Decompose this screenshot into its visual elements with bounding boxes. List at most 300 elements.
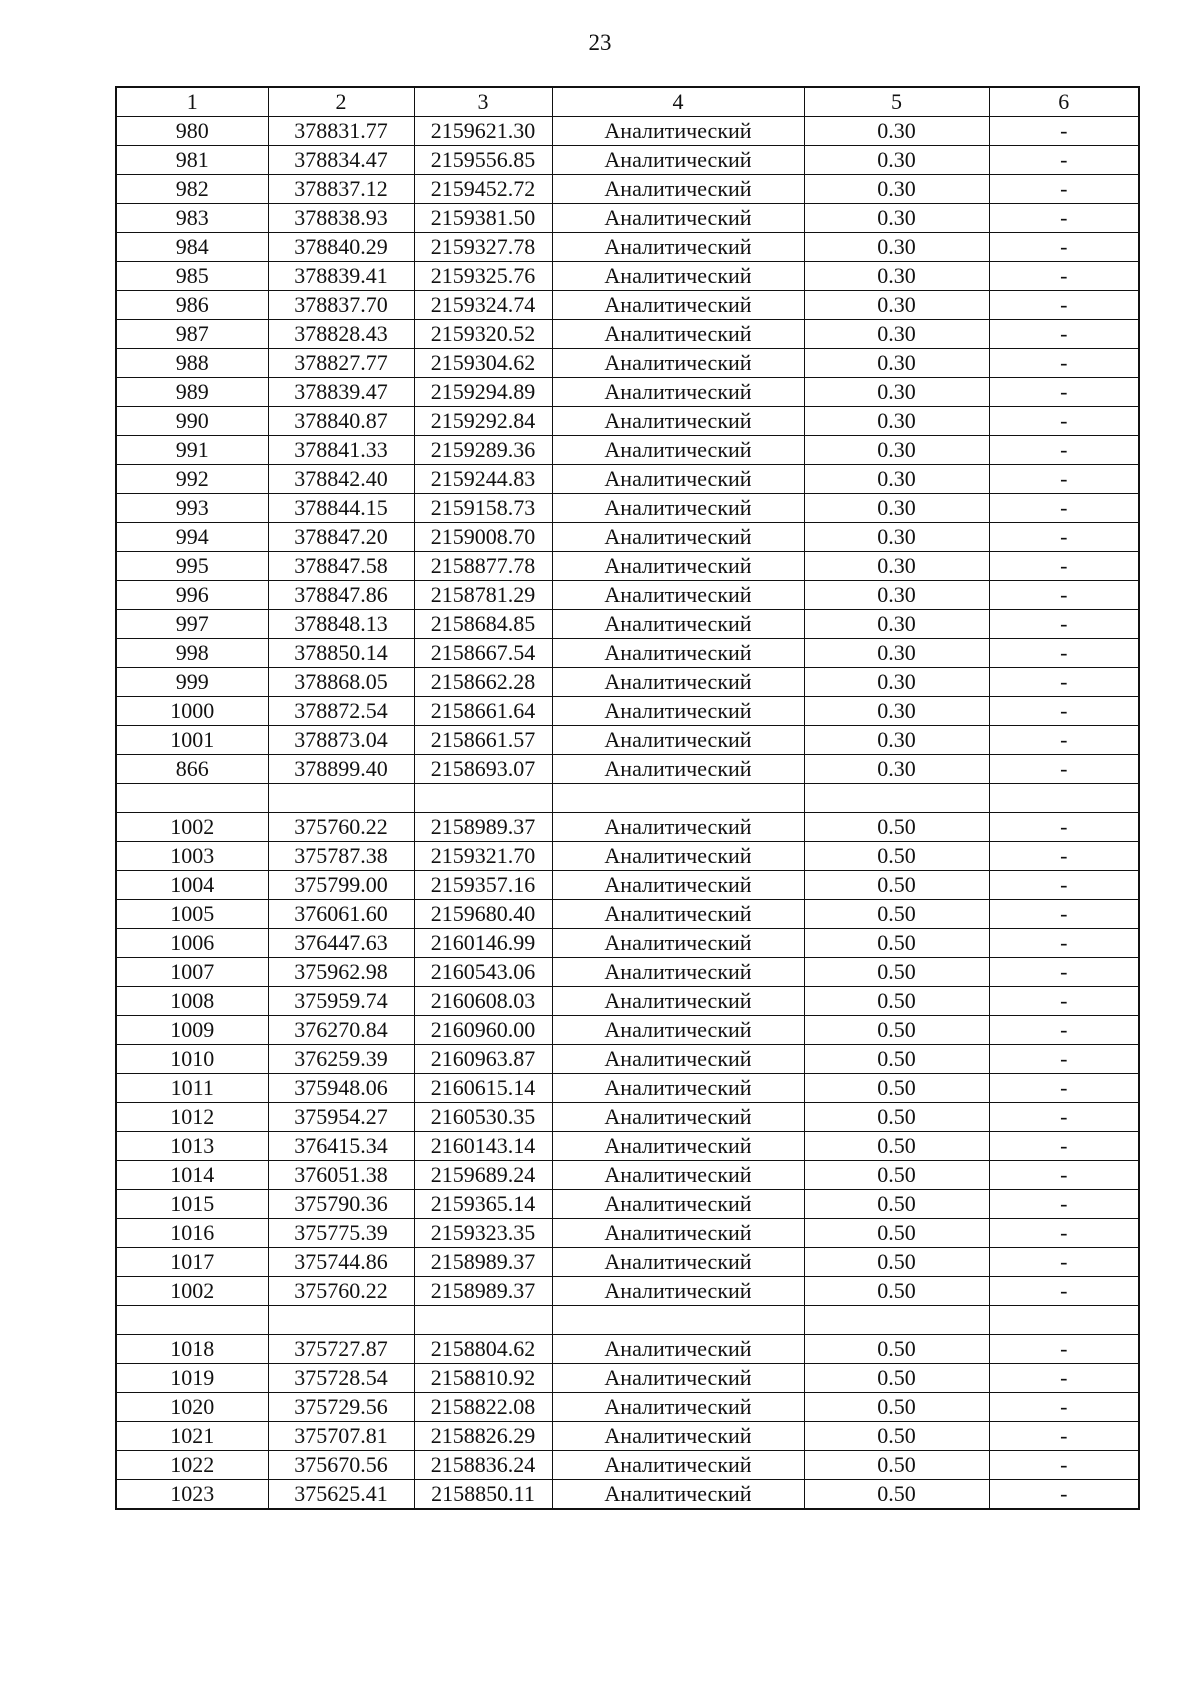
table-cell: - — [989, 1074, 1139, 1103]
table-row — [116, 523, 1139, 552]
table-cell: 990 — [116, 407, 268, 436]
table-cell: 376259.39 — [268, 1045, 414, 1074]
table-row — [116, 1364, 1139, 1393]
table-cell: 375760.22 — [268, 1277, 414, 1306]
table-cell: 378827.77 — [268, 349, 414, 378]
table-cell: 378828.43 — [268, 320, 414, 349]
table-cell: 376270.84 — [268, 1016, 414, 1045]
table-cell: 0.30 — [804, 117, 989, 146]
page-number: 23 — [588, 30, 612, 55]
table-cell: 1016 — [116, 1219, 268, 1248]
table-cell: 378840.29 — [268, 233, 414, 262]
table-cell: 2158667.54 — [414, 639, 552, 668]
table-row — [116, 1393, 1139, 1422]
table-cell: - — [989, 842, 1139, 871]
table-cell: 375959.74 — [268, 987, 414, 1016]
table-cell: Аналитический — [552, 1422, 804, 1451]
table-cell: 0.50 — [804, 929, 989, 958]
table-cell: Аналитический — [552, 291, 804, 320]
table-cell: 0.30 — [804, 349, 989, 378]
table-row — [116, 262, 1139, 291]
table-cell — [414, 784, 552, 813]
table-cell: - — [989, 1335, 1139, 1364]
table-cell: 0.30 — [804, 204, 989, 233]
table-cell — [552, 1306, 804, 1335]
table-cell: Аналитический — [552, 1074, 804, 1103]
table-cell — [268, 784, 414, 813]
table-cell: 378834.47 — [268, 146, 414, 175]
table-cell: Аналитический — [552, 436, 804, 465]
table-cell — [414, 1306, 552, 1335]
table-cell — [989, 784, 1139, 813]
table-cell: 0.30 — [804, 233, 989, 262]
table-cell: - — [989, 465, 1139, 494]
table-row — [116, 1335, 1139, 1364]
table-cell: 1017 — [116, 1248, 268, 1277]
table-row — [116, 668, 1139, 697]
table-cell: - — [989, 813, 1139, 842]
table-row — [116, 1074, 1139, 1103]
table-row — [116, 987, 1139, 1016]
table-cell: Аналитический — [552, 726, 804, 755]
table-cell: - — [989, 755, 1139, 784]
table-cell: 378831.77 — [268, 117, 414, 146]
table-cell: 378840.87 — [268, 407, 414, 436]
table-cell: Аналитический — [552, 697, 804, 726]
table-cell: 375799.00 — [268, 871, 414, 900]
table-cell: 0.50 — [804, 1103, 989, 1132]
table-cell: - — [989, 1103, 1139, 1132]
table-cell: 2158804.62 — [414, 1335, 552, 1364]
table-cell: 0.50 — [804, 958, 989, 987]
table-row — [116, 291, 1139, 320]
table-cell — [268, 1306, 414, 1335]
table-cell: 378844.15 — [268, 494, 414, 523]
table-cell: Аналитический — [552, 262, 804, 291]
table-cell: 996 — [116, 581, 268, 610]
table-cell: 980 — [116, 117, 268, 146]
table-cell: 1003 — [116, 842, 268, 871]
table-cell: - — [989, 204, 1139, 233]
table-cell: 376061.60 — [268, 900, 414, 929]
table-cell: 982 — [116, 175, 268, 204]
table-cell: Аналитический — [552, 1335, 804, 1364]
table-cell: 0.50 — [804, 1219, 989, 1248]
table-cell: 984 — [116, 233, 268, 262]
table-cell: 0.30 — [804, 523, 989, 552]
table-cell: 999 — [116, 668, 268, 697]
table-cell: 378838.93 — [268, 204, 414, 233]
table-cell: 1007 — [116, 958, 268, 987]
table-cell: Аналитический — [552, 175, 804, 204]
table-cell: 2159244.83 — [414, 465, 552, 494]
table-cell: Аналитический — [552, 1132, 804, 1161]
table-row — [116, 552, 1139, 581]
table-cell: Аналитический — [552, 1219, 804, 1248]
table-cell: Аналитический — [552, 871, 804, 900]
table-cell: 1002 — [116, 813, 268, 842]
column-header: 4 — [552, 87, 804, 117]
table-cell: 1019 — [116, 1364, 268, 1393]
table-cell: 1014 — [116, 1161, 268, 1190]
table-cell: 2158662.28 — [414, 668, 552, 697]
table-row — [116, 958, 1139, 987]
table-cell: 0.30 — [804, 378, 989, 407]
table-cell: 991 — [116, 436, 268, 465]
table-cell: 2160146.99 — [414, 929, 552, 958]
table-cell: 2159357.16 — [414, 871, 552, 900]
table-row — [116, 610, 1139, 639]
table-cell: 2160960.00 — [414, 1016, 552, 1045]
table-cell: 0.50 — [804, 1480, 989, 1510]
table-cell: Аналитический — [552, 320, 804, 349]
table-cell: 375954.27 — [268, 1103, 414, 1132]
table-cell: Аналитический — [552, 1277, 804, 1306]
table-cell: 2159365.14 — [414, 1190, 552, 1219]
table-cell: 985 — [116, 262, 268, 291]
table-cell: - — [989, 929, 1139, 958]
table-cell: 2158781.29 — [414, 581, 552, 610]
table-row — [116, 639, 1139, 668]
table-cell: - — [989, 146, 1139, 175]
table-row — [116, 1190, 1139, 1219]
table-cell: 0.30 — [804, 697, 989, 726]
table-cell: 1013 — [116, 1132, 268, 1161]
table-row — [116, 842, 1139, 871]
table-cell: 2158661.64 — [414, 697, 552, 726]
table-cell: 0.50 — [804, 1422, 989, 1451]
table-cell: 2159158.73 — [414, 494, 552, 523]
table-row — [116, 1045, 1139, 1074]
table-row — [116, 929, 1139, 958]
table-cell: 988 — [116, 349, 268, 378]
table-cell: 1021 — [116, 1422, 268, 1451]
table-cell: 2158877.78 — [414, 552, 552, 581]
table-cell: 375775.39 — [268, 1219, 414, 1248]
table-cell: Аналитический — [552, 523, 804, 552]
table-cell: 987 — [116, 320, 268, 349]
table-cell: 2159304.62 — [414, 349, 552, 378]
table-cell: 0.50 — [804, 1016, 989, 1045]
table-cell: 0.50 — [804, 1190, 989, 1219]
table-cell: 1006 — [116, 929, 268, 958]
table-cell: 0.30 — [804, 726, 989, 755]
table-cell: 0.30 — [804, 175, 989, 204]
table-cell — [804, 1306, 989, 1335]
table-cell: 0.30 — [804, 755, 989, 784]
table-row — [116, 349, 1139, 378]
table-cell: 2159621.30 — [414, 117, 552, 146]
table-cell: 0.50 — [804, 1393, 989, 1422]
table-cell: - — [989, 1451, 1139, 1480]
table-cell: Аналитический — [552, 813, 804, 842]
table-cell: - — [989, 175, 1139, 204]
table-cell: 2158822.08 — [414, 1393, 552, 1422]
column-header: 1 — [116, 87, 268, 117]
table-cell: - — [989, 523, 1139, 552]
separator-row — [116, 784, 1139, 813]
table-row — [116, 1132, 1139, 1161]
table-cell: 375744.86 — [268, 1248, 414, 1277]
column-header: 5 — [804, 87, 989, 117]
table-cell: 0.50 — [804, 842, 989, 871]
table-cell: 0.50 — [804, 1335, 989, 1364]
table-cell: 1023 — [116, 1480, 268, 1510]
table-cell: 1010 — [116, 1045, 268, 1074]
table-row — [116, 1422, 1139, 1451]
table-cell: Аналитический — [552, 204, 804, 233]
table-cell: 2159452.72 — [414, 175, 552, 204]
table-row — [116, 1016, 1139, 1045]
table-cell: 0.30 — [804, 146, 989, 175]
table-cell: 2158989.37 — [414, 1277, 552, 1306]
table-row — [116, 1277, 1139, 1306]
table-cell: - — [989, 987, 1139, 1016]
table-cell: - — [989, 726, 1139, 755]
table-row — [116, 204, 1139, 233]
table-cell: 866 — [116, 755, 268, 784]
table-cell: 375729.56 — [268, 1393, 414, 1422]
table-row — [116, 1161, 1139, 1190]
table-row — [116, 1480, 1139, 1510]
table-cell: Аналитический — [552, 1190, 804, 1219]
table-cell: 0.30 — [804, 494, 989, 523]
table-cell: 378850.14 — [268, 639, 414, 668]
table-cell: 0.30 — [804, 291, 989, 320]
table-cell: 0.30 — [804, 668, 989, 697]
table-cell: Аналитический — [552, 1364, 804, 1393]
table-cell: - — [989, 697, 1139, 726]
coordinates-table — [115, 86, 1140, 1510]
table-cell: Аналитический — [552, 494, 804, 523]
table-cell: 0.30 — [804, 320, 989, 349]
table-row — [116, 378, 1139, 407]
table-cell: 2160963.87 — [414, 1045, 552, 1074]
table-cell: 1012 — [116, 1103, 268, 1132]
table-cell: 2160143.14 — [414, 1132, 552, 1161]
table-cell: 378841.33 — [268, 436, 414, 465]
table-cell: 2158850.11 — [414, 1480, 552, 1510]
table-cell: 378847.58 — [268, 552, 414, 581]
table-row — [116, 436, 1139, 465]
table-cell — [116, 784, 268, 813]
table-cell: Аналитический — [552, 407, 804, 436]
table-cell: 378847.20 — [268, 523, 414, 552]
table-row — [116, 175, 1139, 204]
table-cell: 378842.40 — [268, 465, 414, 494]
table-cell: Аналитический — [552, 610, 804, 639]
table-cell: 375962.98 — [268, 958, 414, 987]
table-cell: Аналитический — [552, 1045, 804, 1074]
table-cell: 375728.54 — [268, 1364, 414, 1393]
table-cell: Аналитический — [552, 117, 804, 146]
table-cell: 2159320.52 — [414, 320, 552, 349]
table-cell: 2159325.76 — [414, 262, 552, 291]
table-cell — [116, 1306, 268, 1335]
table-cell: 376447.63 — [268, 929, 414, 958]
table-cell — [804, 784, 989, 813]
table-cell: Аналитический — [552, 929, 804, 958]
table-cell: Аналитический — [552, 987, 804, 1016]
table-cell: 1002 — [116, 1277, 268, 1306]
table-row — [116, 1451, 1139, 1480]
table-cell: - — [989, 1045, 1139, 1074]
table-cell: 1008 — [116, 987, 268, 1016]
table-cell: 378873.04 — [268, 726, 414, 755]
table-cell: 0.50 — [804, 1132, 989, 1161]
table-cell: 1004 — [116, 871, 268, 900]
table-row — [116, 494, 1139, 523]
table-cell: 994 — [116, 523, 268, 552]
table-cell: Аналитический — [552, 1161, 804, 1190]
table-cell: 375760.22 — [268, 813, 414, 842]
table-cell: 378868.05 — [268, 668, 414, 697]
table-cell: 0.50 — [804, 900, 989, 929]
table-cell: 378839.41 — [268, 262, 414, 291]
table-cell: 2158826.29 — [414, 1422, 552, 1451]
table-cell: 0.50 — [804, 1277, 989, 1306]
table-cell: 2159008.70 — [414, 523, 552, 552]
table-cell: Аналитический — [552, 349, 804, 378]
table-cell: - — [989, 291, 1139, 320]
table-cell: - — [989, 1248, 1139, 1277]
table-cell: 2158989.37 — [414, 1248, 552, 1277]
table-cell: 2159680.40 — [414, 900, 552, 929]
table-cell: - — [989, 1364, 1139, 1393]
table-cell: 983 — [116, 204, 268, 233]
table-cell: 375948.06 — [268, 1074, 414, 1103]
table-cell: - — [989, 378, 1139, 407]
table-cell: 992 — [116, 465, 268, 494]
table-cell: Аналитический — [552, 465, 804, 494]
table-cell: 2158810.92 — [414, 1364, 552, 1393]
table-cell: 0.50 — [804, 813, 989, 842]
table-cell: - — [989, 668, 1139, 697]
table-cell: 981 — [116, 146, 268, 175]
table-row — [116, 726, 1139, 755]
table-cell: 0.50 — [804, 1364, 989, 1393]
table-cell: 0.30 — [804, 639, 989, 668]
table-cell: - — [989, 1016, 1139, 1045]
table-cell: 376051.38 — [268, 1161, 414, 1190]
table-cell: - — [989, 117, 1139, 146]
table-cell: - — [989, 436, 1139, 465]
table-cell: 1001 — [116, 726, 268, 755]
table-cell: - — [989, 494, 1139, 523]
table-row — [116, 1248, 1139, 1277]
table-cell: - — [989, 407, 1139, 436]
table-cell: 375707.81 — [268, 1422, 414, 1451]
table-cell: Аналитический — [552, 639, 804, 668]
table-cell: Аналитический — [552, 958, 804, 987]
table-cell: 0.50 — [804, 1161, 989, 1190]
table-cell: - — [989, 262, 1139, 291]
table-row — [116, 117, 1139, 146]
table-cell: - — [989, 610, 1139, 639]
table-cell: Аналитический — [552, 146, 804, 175]
table-row — [116, 697, 1139, 726]
table-cell: 378899.40 — [268, 755, 414, 784]
table-cell: 995 — [116, 552, 268, 581]
table-row — [116, 813, 1139, 842]
table-cell: 2160530.35 — [414, 1103, 552, 1132]
table-cell: 378839.47 — [268, 378, 414, 407]
table-cell: 986 — [116, 291, 268, 320]
table-cell: 2158836.24 — [414, 1451, 552, 1480]
table-cell: 378837.12 — [268, 175, 414, 204]
table-cell: Аналитический — [552, 1393, 804, 1422]
column-header: 3 — [414, 87, 552, 117]
table-cell: 0.30 — [804, 465, 989, 494]
table-row — [116, 407, 1139, 436]
table-cell: 378872.54 — [268, 697, 414, 726]
table-cell: Аналитический — [552, 378, 804, 407]
table-cell: 1022 — [116, 1451, 268, 1480]
table-cell: 2159381.50 — [414, 204, 552, 233]
table-cell: 2158693.07 — [414, 755, 552, 784]
table-cell: 1005 — [116, 900, 268, 929]
table-cell: 375625.41 — [268, 1480, 414, 1510]
table-cell: - — [989, 900, 1139, 929]
table-cell: 0.30 — [804, 552, 989, 581]
separator-row — [116, 1306, 1139, 1335]
table-cell: Аналитический — [552, 755, 804, 784]
table-cell: - — [989, 552, 1139, 581]
table-cell: - — [989, 233, 1139, 262]
table-row — [116, 1219, 1139, 1248]
table-cell: 376415.34 — [268, 1132, 414, 1161]
table-cell: 375670.56 — [268, 1451, 414, 1480]
table-cell: 2158684.85 — [414, 610, 552, 639]
table-cell: 0.30 — [804, 262, 989, 291]
table-row — [116, 900, 1139, 929]
table-header-row — [116, 87, 1139, 117]
table-row — [116, 581, 1139, 610]
table-cell: 0.50 — [804, 987, 989, 1016]
table-row — [116, 233, 1139, 262]
table-cell: 0.30 — [804, 407, 989, 436]
table-cell: 2159323.35 — [414, 1219, 552, 1248]
table-cell: 2158661.57 — [414, 726, 552, 755]
table-cell: - — [989, 1393, 1139, 1422]
table-cell: 375787.38 — [268, 842, 414, 871]
table-cell: - — [989, 1161, 1139, 1190]
table-cell: - — [989, 1422, 1139, 1451]
column-header: 6 — [989, 87, 1139, 117]
table-cell: 2160615.14 — [414, 1074, 552, 1103]
table-cell: 1011 — [116, 1074, 268, 1103]
table-cell: 2160608.03 — [414, 987, 552, 1016]
table-cell: - — [989, 1190, 1139, 1219]
table-cell: Аналитический — [552, 552, 804, 581]
table-cell: Аналитический — [552, 1248, 804, 1277]
table-cell: 0.50 — [804, 1248, 989, 1277]
table-cell: 375790.36 — [268, 1190, 414, 1219]
table-cell: 997 — [116, 610, 268, 639]
table-cell: 0.30 — [804, 610, 989, 639]
table-cell: Аналитический — [552, 1480, 804, 1510]
table-body — [116, 117, 1139, 1510]
table-cell: 0.50 — [804, 871, 989, 900]
table-cell: Аналитический — [552, 842, 804, 871]
table-cell: - — [989, 349, 1139, 378]
table-cell: 2159292.84 — [414, 407, 552, 436]
table-cell: Аналитический — [552, 581, 804, 610]
table-cell: - — [989, 1219, 1139, 1248]
table-cell: 0.50 — [804, 1074, 989, 1103]
table-cell: 1020 — [116, 1393, 268, 1422]
table-cell: 0.30 — [804, 436, 989, 465]
